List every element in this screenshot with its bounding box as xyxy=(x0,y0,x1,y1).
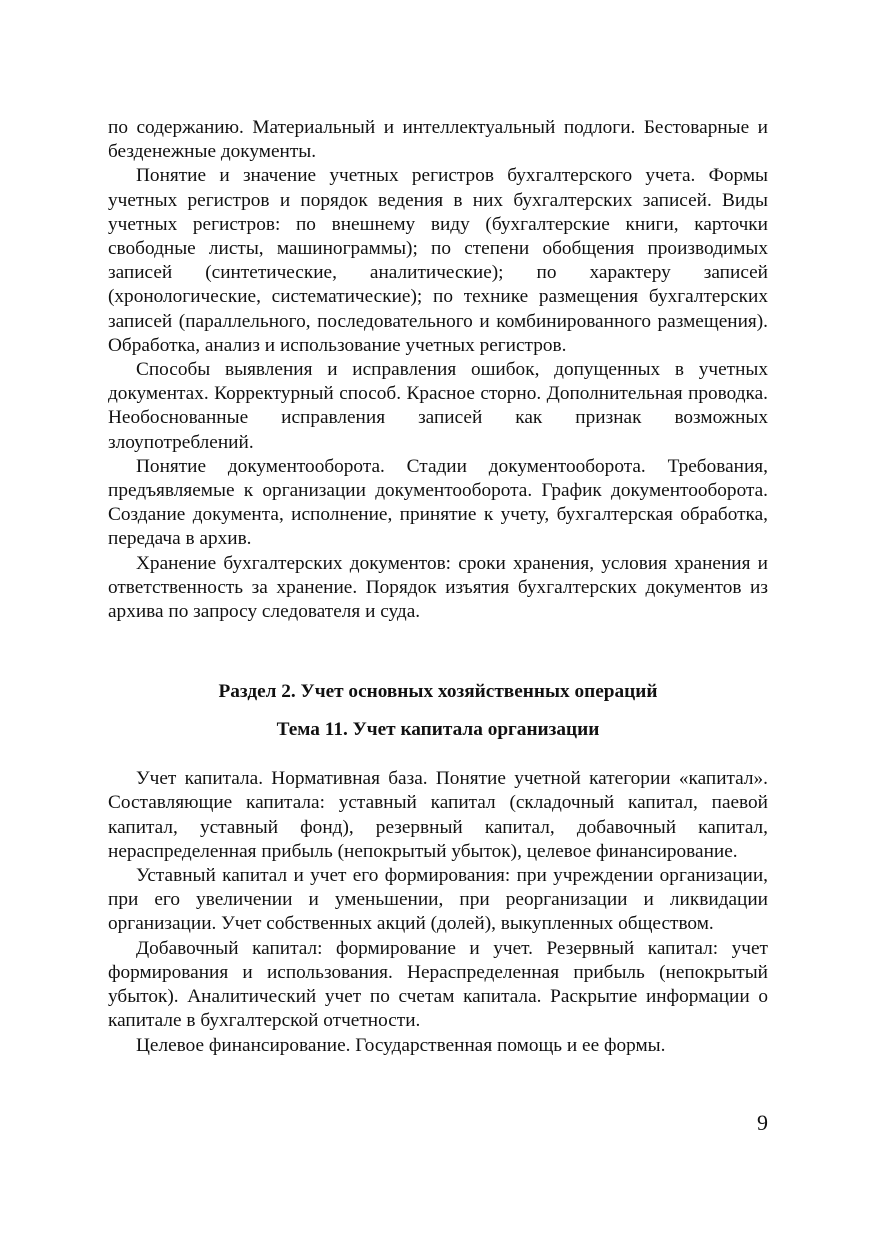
paragraph: Добавочный капитал: формирование и учет. Резервный капитал: учет формирования и использования. Нераспределенная прибыль (непокрытый убыток). Аналитический учет по счетам капитала. Раскрытие информации о капитале в бухгалтерской отчетности. xyxy=(108,937,768,1032)
topic-heading: Тема 11. Учет капитала организации xyxy=(276,719,600,741)
paragraph: по содержанию. Материальный и интеллектуальный подлоги. Бестоварные и безденежные документы. xyxy=(108,117,768,163)
paragraph: Способы выявления и исправления ошибок, допущенных в учетных документах. Корректурный способ. Красное сторно. Дополнительная проводка. Необоснованные исправления записей как признак возможных злоупотреблений. xyxy=(108,359,768,453)
paragraph: Целевое финансирование. Государственная помощь и ее формы. xyxy=(136,1034,666,1056)
paragraph: Понятие и значение учетных регистров бухгалтерского учета. Формы учетных регистров и порядок ведения в них бухгалтерских записей. Виды учетных регистров: по внешнему виду (бухгалтерские книги, карточки свободные листы, машинограммы); по степени обобщения производимых записей (синтетические, аналитические); по характеру записей (хронологические, систематические); по технике размещения бухгалтерских записей (параллельного, последовательного и комбинированного размещения). Обработка, анализ и использование учетных регистров. xyxy=(108,165,768,356)
document-page xyxy=(108,116,768,1058)
section-heading: Раздел 2. Учет основных хозяйственных операций xyxy=(218,681,658,703)
paragraph: Уставный капитал и учет его формирования: при учреждении организации, при его увеличении и уменьшении, при реорганизации и ликвидации организации. Учет собственных акций (долей), выкупленных обществом. xyxy=(108,865,768,935)
paragraph: Понятие документооборота. Стадии документооборота. Требования, предъявляемые к организации документооборота. График документооборота. Создание документа, исполнение, принятие к учету, бухгалтерская обработка, передача в архив. xyxy=(108,455,768,550)
paragraph: Учет капитала. Нормативная база. Понятие учетной категории «капитал». Составляющие капитала: уставный капитал (складочный капитал, паевой капитал, уставный фонд), резервный капитал, добавочный капитал, нераспределенная прибыль (непокрытый убыток), целевое финансирование. xyxy=(108,768,768,862)
paragraph: Хранение бухгалтерских документов: сроки хранения, условия хранения и ответственность за хранение. Порядок изъятия бухгалтерских документов из архива по запросу следователя и суда. xyxy=(108,552,768,623)
page-number: 9 xyxy=(757,1110,768,1135)
